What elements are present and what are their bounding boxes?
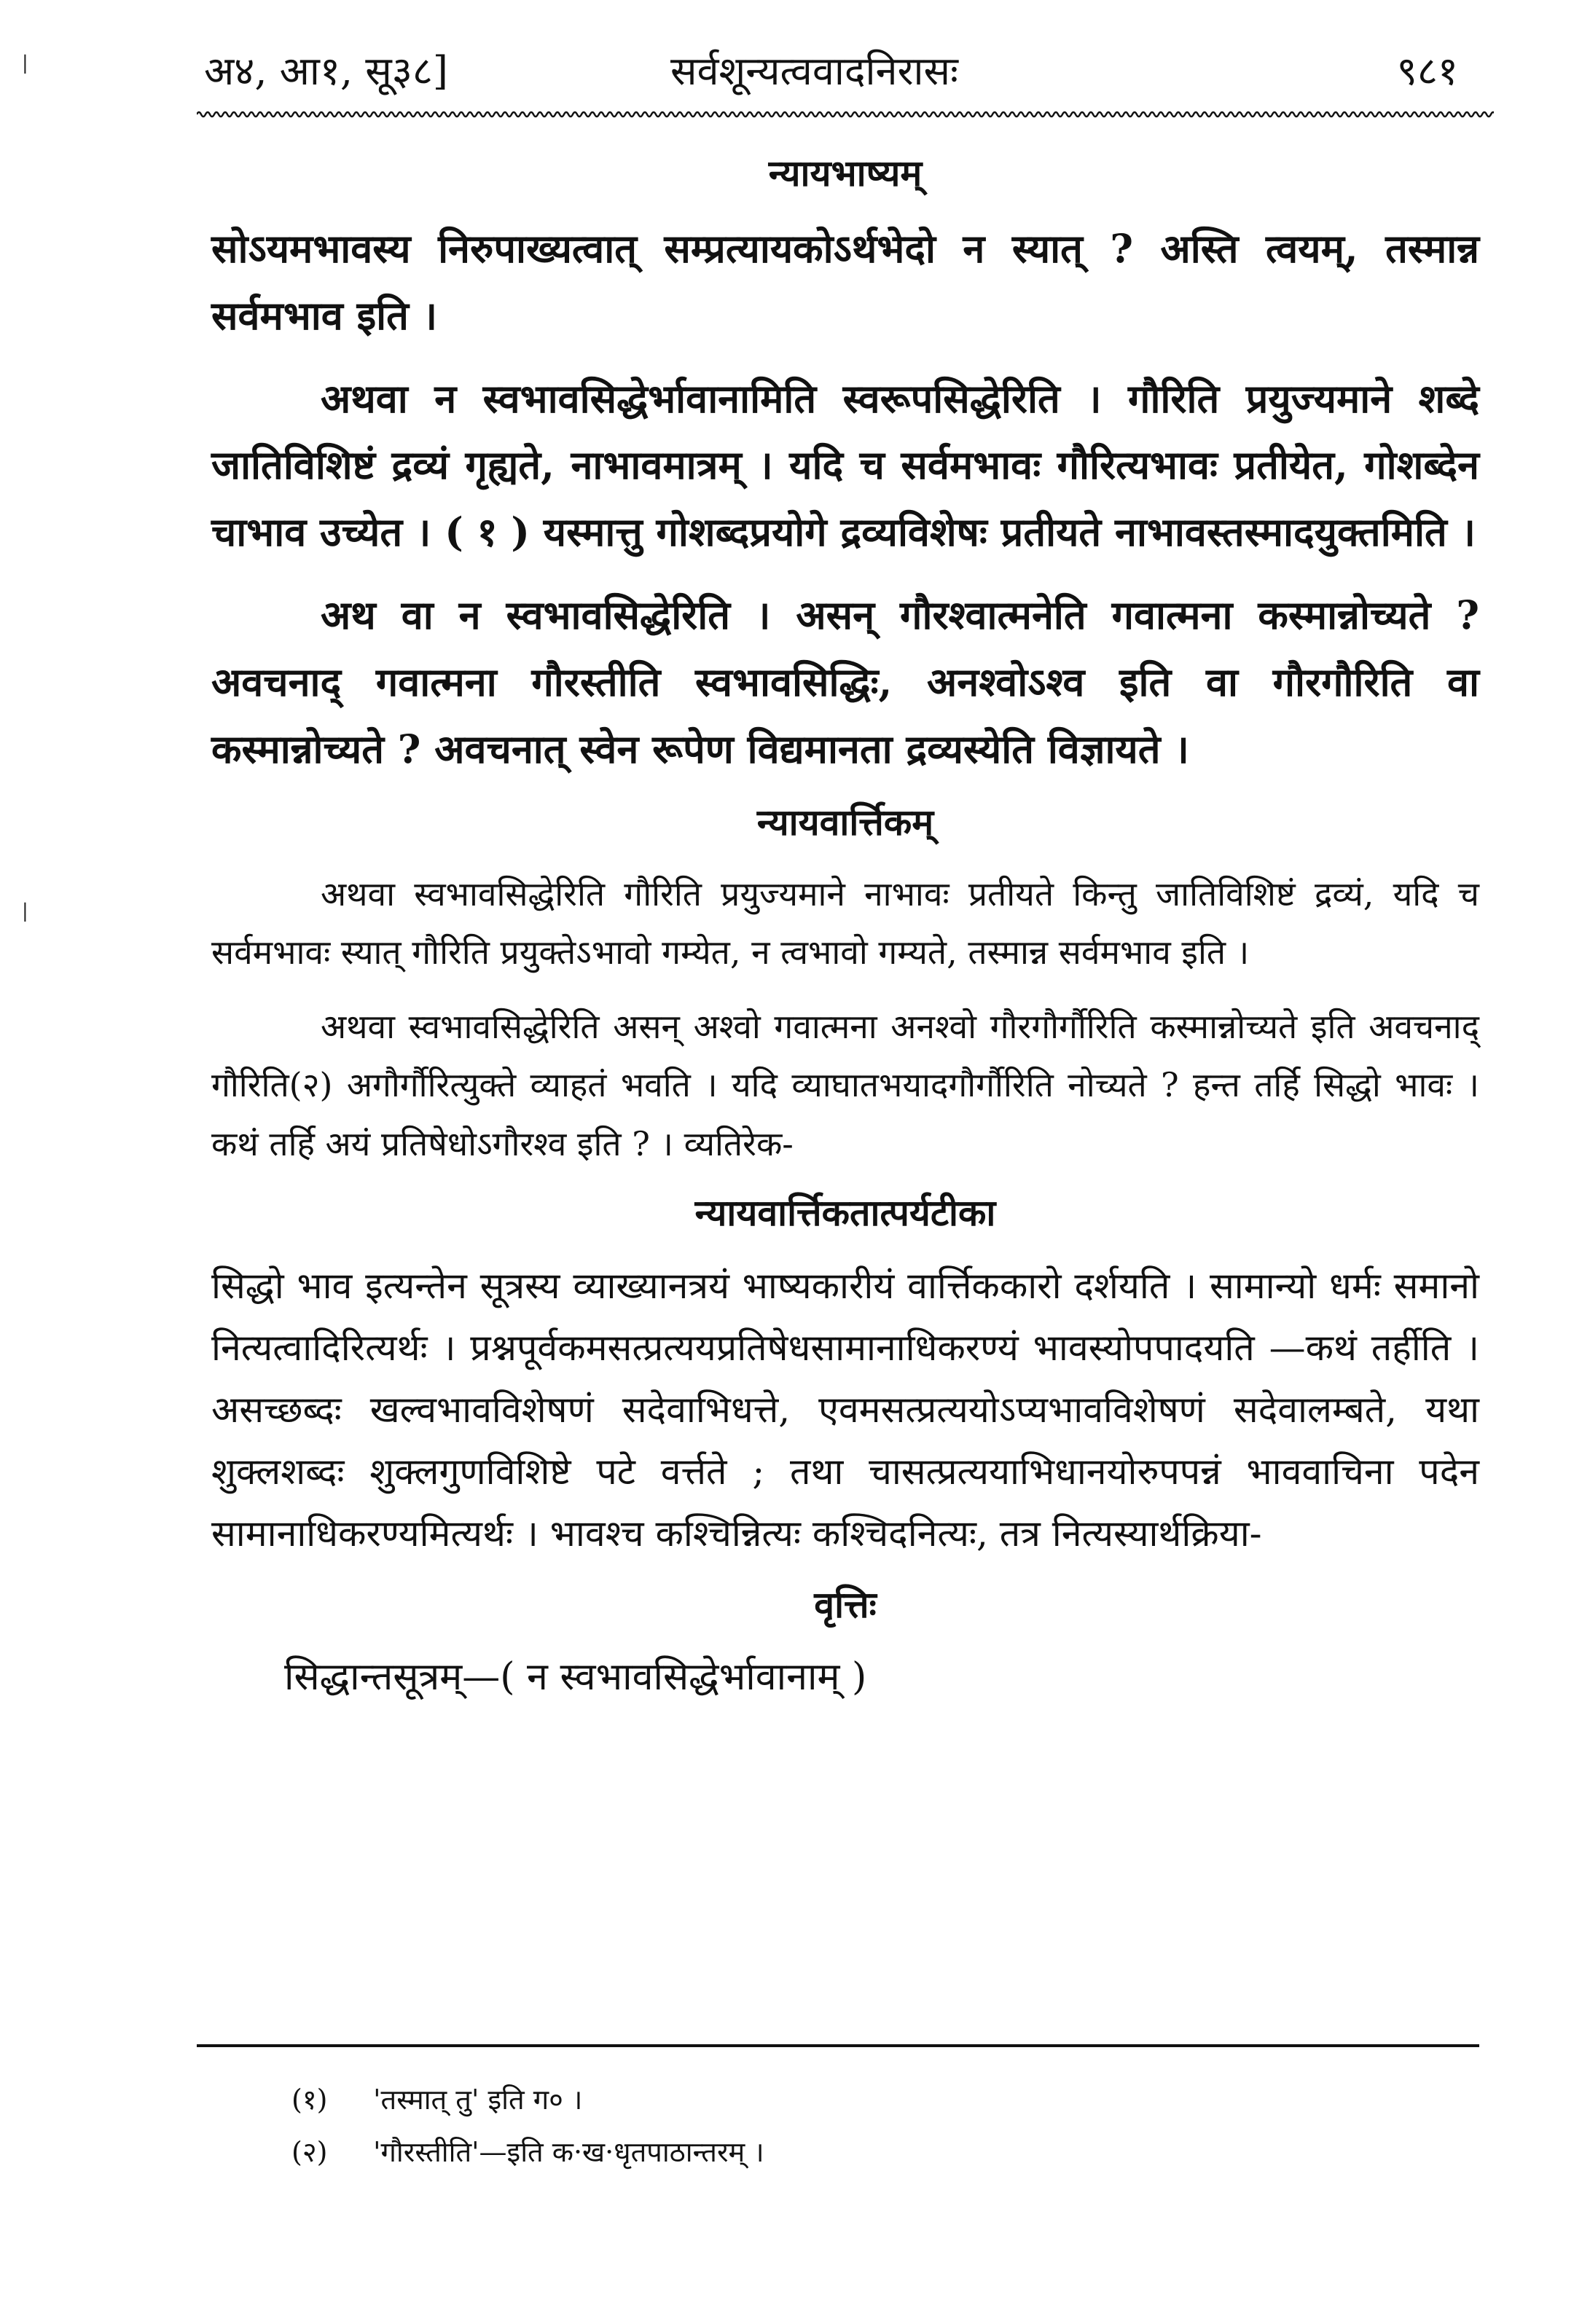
running-head xyxy=(204,42,1473,108)
siddhanta-sutra-line: सिद्धान्तसूत्रम्—( न स्वभावसिद्धेर्भावानाम् ) xyxy=(284,1654,867,1699)
footnote-1 xyxy=(291,2073,1457,2126)
footnotes xyxy=(291,2073,1457,2178)
footnote-2 xyxy=(291,2126,1457,2178)
page-number: ९८१ xyxy=(1396,48,1458,94)
vartika-heading: न्यायवार्त्तिकम् xyxy=(756,801,934,844)
scan-margin-mark: | xyxy=(22,900,28,922)
footnote-divider xyxy=(197,2044,1479,2047)
chapter-reference: अ४, आ१, सू३८] xyxy=(204,48,448,94)
bhashya-paragraph-3: अथ वा न स्वभावसिद्धेरिति । असन् गौरश्वात्मनेति गवात्मना कस्मान्नोच्यते ? अवचनाद् गवात्मना गौरस्तीति स्वभावसिद्धिः, अनश्वोऽश्व इति वा गौरगौरिति वा कस्मान्नोच्यते ? अवचनात् स्वेन रूपेण विद्यमानता द्रव्यस्येति विज्ञायते । xyxy=(211,591,1479,772)
scan-margin-mark: | xyxy=(22,52,28,74)
wavy-header-rule xyxy=(197,109,1494,119)
vartika-paragraph-2: अथवा स्वभावसिद्धेरिति असन् अश्वो गवात्मना अनश्वो गौरगौर्गौरिति कस्मान्नोच्यते इति अवचनाद् गौरिति(२) अगौर्गौरित्युक्ते व्याहतं भवति । यदि व्याघातभयादगौर्गौरिति नोच्यते ? हन्त तर्हि सिद्धो भावः । कथं तर्हि अयं प्रतिषेधोऽगौरश्व इति ? । व्यतिरेक- xyxy=(211,1007,1479,1163)
bhashya-heading: न्यायभाष्यम् xyxy=(768,152,923,195)
bhashya-paragraph-1: सोऽयमभावस्य निरुपाख्यत्वात् सम्प्रत्यायकोऽर्थभेदो न स्यात् ? अस्ति त्वयम्, तस्मान्न सर्वमभाव इति । xyxy=(211,225,1479,339)
tika-section xyxy=(211,1189,1479,1565)
page-header-title: सर्वशून्यत्ववादनिरासः xyxy=(670,48,958,94)
vartika-section xyxy=(211,798,1479,1172)
bhashya-paragraph-2: अथवा न स्वभावसिद्धेर्भावानामिति स्वरूपसिद्धेरिति । गौरिति प्रयुज्यमाने शब्दे जातिविशिष्टं द्रव्यं गृह्यते, नाभावमात्रम् । यदि च सर्वमभावः गौरित्यभावः प्रतीयेत, गोशब्देन चाभाव उच्येत । ( १ ) यस्मात्तु गोशब्दप्रयोगे द्रव्यविशेषः प्रतीयते नाभावस्तस्मादयुक्तमिति । xyxy=(211,374,1479,556)
footnote-number: (२) xyxy=(291,2136,328,2169)
footnote-text: 'तस्मात् तु' इति ग० । xyxy=(373,2084,583,2116)
vritti-section xyxy=(211,1581,1479,1708)
vritti-heading: वृत्तिः xyxy=(814,1582,877,1626)
bhashya-section xyxy=(211,149,1479,782)
tika-paragraph-1: सिद्धो भाव इत्यन्तेन सूत्रस्य व्याख्यानत्रयं भाष्यकारीयं वार्त्तिककारो दर्शयति । सामान्यो धर्मः समानो नित्यत्वादिरित्यर्थः । प्रश्नपूर्वकमसत्प्रत्ययप्रतिषेधसामानाधिकरण्यं भावस्योपपादयति —कथं तर्हीति । असच्छब्दः खल्वभावविशेषणं सदेवाभिधत्ते, एवमसत्प्रत्ययोऽप्यभावविशेषणं सदेवालम्बते, यथा शुक्लशब्दः शुक्लगुणविशिष्टे पटे वर्त्तते ; तथा चासत्प्रत्ययाभिधानयोरुपपन्नं भाववाचिना पदेन सामानाधिकरण्यमित्यर्थः । भावश्च कश्चिन्नित्यः कश्चिदनित्यः, तत्र नित्यस्यार्थक्रिया- xyxy=(211,1264,1479,1555)
footnote-number: (१) xyxy=(291,2084,328,2116)
tika-heading: न्यायवार्त्तिकतात्पर्यटीका xyxy=(694,1190,996,1234)
vartika-paragraph-1: अथवा स्वभावसिद्धेरिति गौरिति प्रयुज्यमाने नाभावः प्रतीयते किन्तु जातिविशिष्टं द्रव्यं, यदि च सर्वमभावः स्यात् गौरिति प्रयुक्तेऽभावो गम्येत, न त्वभावो गम्यते, तस्मान्न सर्वमभाव इति । xyxy=(211,874,1479,973)
footnote-text: 'गौरस्तीति'—इति क·ख·धृतपाठान्तरम् । xyxy=(373,2136,764,2169)
main-text xyxy=(211,149,1479,1708)
